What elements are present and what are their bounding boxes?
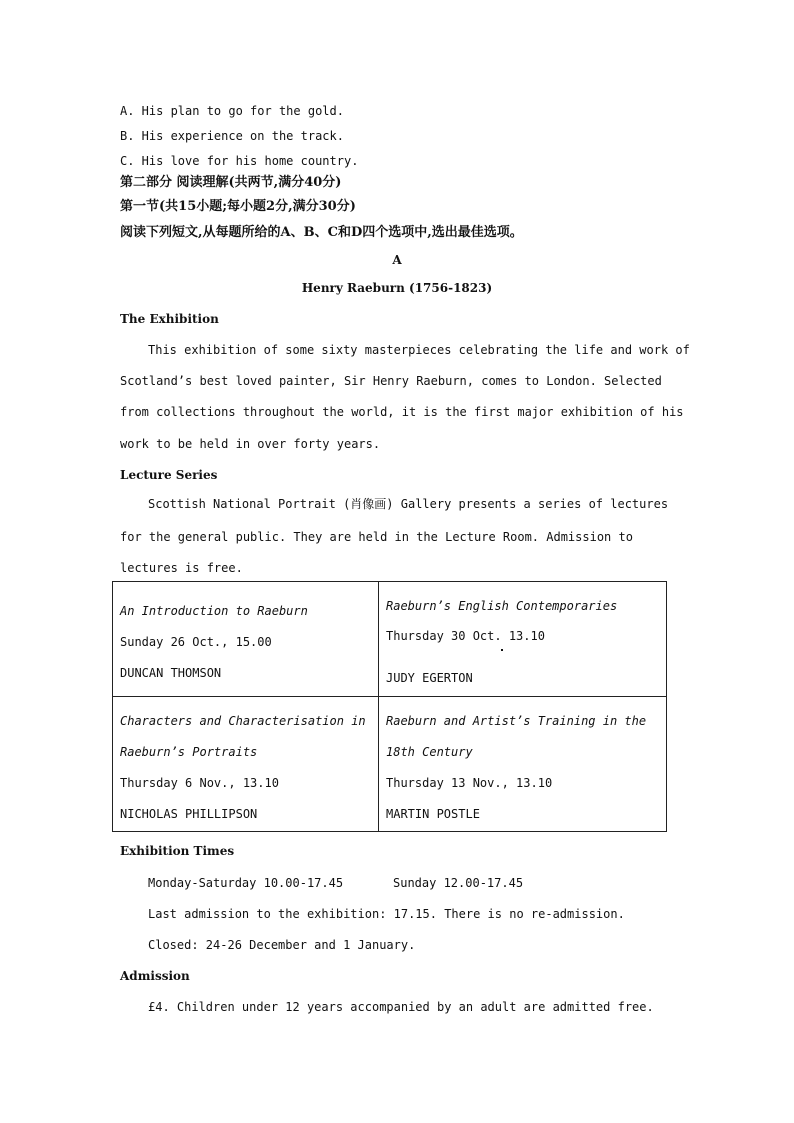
admission-text: £4. Children under 12 years accompanied by an adult are admitted free. — [148, 1000, 654, 1014]
lecture-1-speaker: DUNCAN THOMSON — [120, 666, 222, 680]
option-c: C. His love for his home country. — [120, 154, 359, 168]
table-divider-vertical — [378, 582, 379, 831]
lecture-3-speaker: NICHOLAS PHILLIPSON — [120, 807, 258, 821]
exhibition-times-heading: Exhibition Times — [120, 844, 235, 858]
admission-heading: Admission — [120, 969, 190, 983]
part-heading: 第二部分 阅读理解(共两节,满分40分) — [120, 175, 342, 190]
exhibition-line-2: Scotland’s best loved painter, Sir Henry Raeburn, comes to London. Selected — [120, 374, 662, 388]
lecture-4-speaker: MARTIN POSTLE — [386, 807, 480, 821]
lecture-4-title-line-2: 18th Century — [386, 745, 473, 759]
passage-title: Henry Raeburn (1756-1823) — [301, 281, 493, 295]
exhibition-line-1: This exhibition of some sixty masterpieces celebrating the life and work of — [148, 343, 690, 357]
exhibition-line-3: from collections throughout the world, it is the first major exhibition of his — [120, 405, 684, 419]
sunday-hours: Sunday 12.00-17.45 — [393, 876, 524, 890]
lecture-3-date: Thursday 6 Nov., 13.10 — [120, 776, 279, 790]
section-heading: 第一节(共15小题;每小题2分,满分30分) — [120, 199, 356, 214]
lecture-2-title: Raeburn’s English Contemporaries — [386, 599, 618, 613]
lecture-1-date: Sunday 26 Oct., 15.00 — [120, 635, 272, 649]
lecture-1-title: An Introduction to Raeburn — [120, 604, 308, 618]
weekday-hours: Monday-Saturday 10.00-17.45 — [148, 876, 344, 890]
lecture-series-heading: Lecture Series — [120, 468, 218, 482]
last-admission: Last admission to the exhibition: 17.15. There is no re-admission. — [148, 907, 625, 921]
lecture-series-line-3: lectures is free. — [120, 561, 243, 575]
stray-dot — [501, 649, 503, 651]
lecture-table — [112, 581, 667, 832]
passage-letter: A — [392, 253, 402, 267]
exhibition-line-4: work to be held in over forty years. — [120, 437, 381, 451]
lecture-4-title-line-1: Raeburn and Artist’s Training in the — [386, 714, 647, 728]
lecture-series-line-1: Scottish National Portrait (肖像画) Gallery presents a series of lectures — [148, 497, 669, 511]
lecture-3-title-line-1: Characters and Characterisation in — [120, 714, 366, 728]
table-divider-horizontal — [113, 696, 666, 697]
lecture-4-date: Thursday 13 Nov., 13.10 — [386, 776, 553, 790]
lecture-2-speaker: JUDY EGERTON — [386, 671, 473, 685]
option-a: A. His plan to go for the gold. — [120, 104, 344, 118]
exhibition-heading: The Exhibition — [120, 312, 219, 326]
lecture-3-title-line-2: Raeburn’s Portraits — [120, 745, 258, 759]
lecture-2-date: Thursday 30 Oct. 13.10 — [386, 629, 545, 643]
option-b: B. His experience on the track. — [120, 129, 344, 143]
instruction: 阅读下列短文,从每题所给的A、B、C和D四个选项中,选出最佳选项。 — [120, 225, 523, 240]
closed-dates: Closed: 24-26 December and 1 January. — [148, 938, 416, 952]
lecture-series-line-2: for the general public. They are held in the Lecture Room. Admission to — [120, 530, 633, 544]
